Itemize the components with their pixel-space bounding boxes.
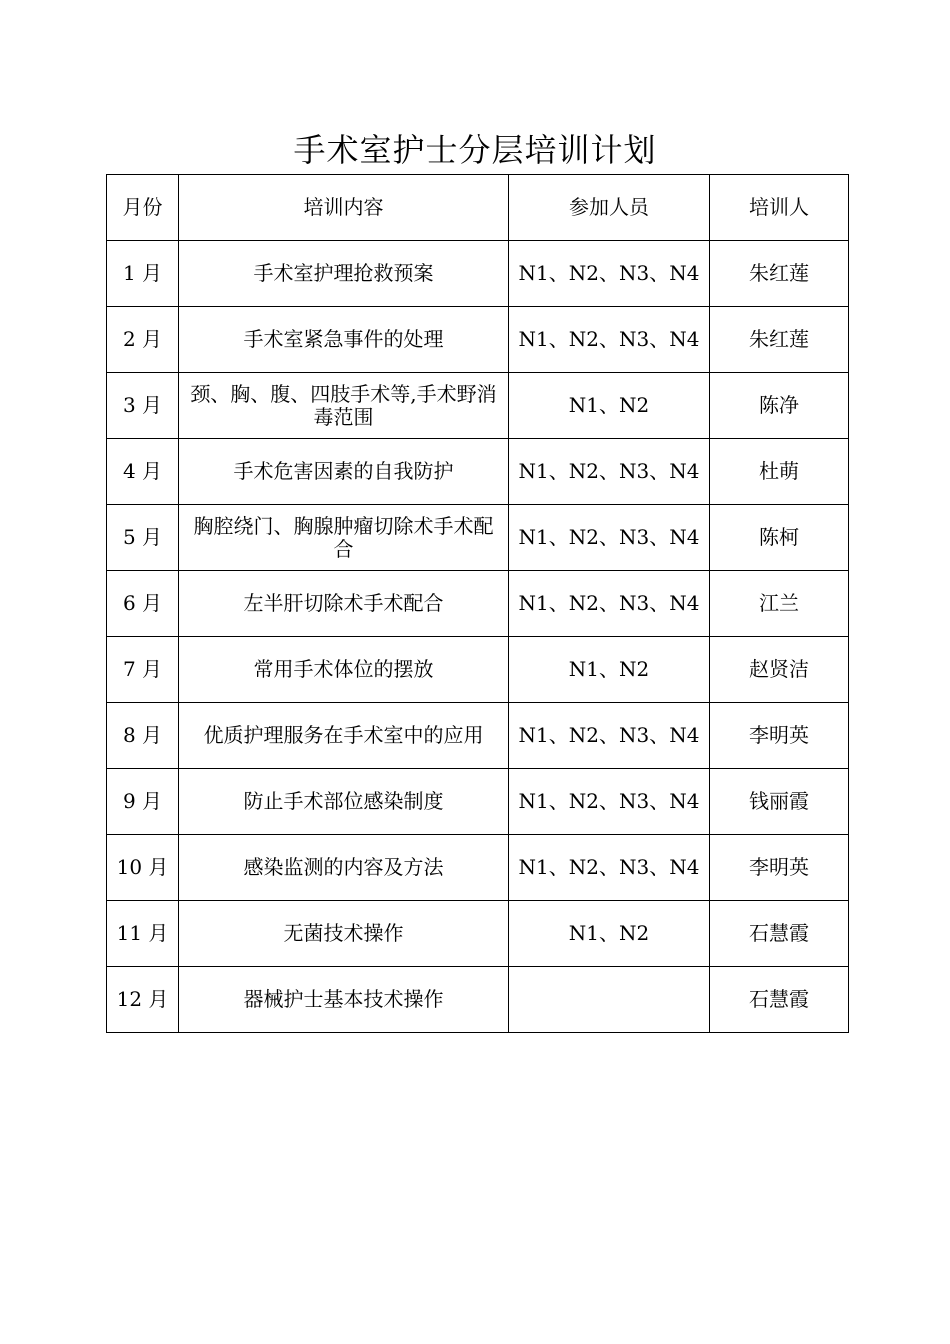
header-trainer: 培训人 — [710, 175, 849, 241]
cell-trainer: 陈柯 — [710, 505, 849, 571]
cell-trainer: 石慧霞 — [710, 967, 849, 1033]
cell-participants: N1、N2、N3、N4 — [509, 703, 710, 769]
cell-content: 器械护士基本技术操作 — [179, 967, 509, 1033]
cell-content: 胸腔绕门、胸腺肿瘤切除术手术配合 — [179, 505, 509, 571]
cell-month: 3 月 — [107, 373, 179, 439]
cell-participants: N1、N2、N3、N4 — [509, 769, 710, 835]
cell-trainer: 朱红莲 — [710, 307, 849, 373]
table-row — [107, 373, 849, 439]
cell-trainer: 杜萌 — [710, 439, 849, 505]
cell-month: 7 月 — [107, 637, 179, 703]
cell-month: 5 月 — [107, 505, 179, 571]
cell-content: 左半肝切除术手术配合 — [179, 571, 509, 637]
cell-content: 颈、胸、腹、四肢手术等,手术野消毒范围 — [179, 373, 509, 439]
training-plan-table — [106, 174, 849, 1033]
cell-trainer: 李明英 — [710, 703, 849, 769]
cell-participants: N1、N2、N3、N4 — [509, 835, 710, 901]
cell-participants: N1、N2、N3、N4 — [509, 571, 710, 637]
header-month: 月份 — [107, 175, 179, 241]
table-row — [107, 505, 849, 571]
cell-participants: N1、N2 — [509, 637, 710, 703]
cell-content: 手术室紧急事件的处理 — [179, 307, 509, 373]
cell-month: 12 月 — [107, 967, 179, 1033]
cell-content: 防止手术部位感染制度 — [179, 769, 509, 835]
cell-content: 感染监测的内容及方法 — [179, 835, 509, 901]
cell-participants — [509, 967, 710, 1033]
cell-month: 11 月 — [107, 901, 179, 967]
header-content: 培训内容 — [179, 175, 509, 241]
cell-trainer: 陈净 — [710, 373, 849, 439]
cell-participants: N1、N2 — [509, 901, 710, 967]
cell-participants: N1、N2、N3、N4 — [509, 439, 710, 505]
cell-trainer: 赵贤洁 — [710, 637, 849, 703]
table-row — [107, 571, 849, 637]
cell-trainer: 朱红莲 — [710, 241, 849, 307]
table-row — [107, 967, 849, 1033]
cell-content: 优质护理服务在手术室中的应用 — [179, 703, 509, 769]
table-header-row — [107, 175, 849, 241]
cell-participants: N1、N2、N3、N4 — [509, 307, 710, 373]
table-row — [107, 901, 849, 967]
cell-participants: N1、N2、N3、N4 — [509, 241, 710, 307]
cell-participants: N1、N2 — [509, 373, 710, 439]
cell-month: 1 月 — [107, 241, 179, 307]
cell-content: 无菌技术操作 — [179, 901, 509, 967]
cell-participants: N1、N2、N3、N4 — [509, 505, 710, 571]
table-row — [107, 769, 849, 835]
cell-trainer: 钱丽霞 — [710, 769, 849, 835]
cell-content: 手术危害因素的自我防护 — [179, 439, 509, 505]
cell-trainer: 石慧霞 — [710, 901, 849, 967]
table-row — [107, 835, 849, 901]
cell-month: 9 月 — [107, 769, 179, 835]
cell-month: 4 月 — [107, 439, 179, 505]
table-row — [107, 241, 849, 307]
cell-trainer: 江兰 — [710, 571, 849, 637]
table-row — [107, 439, 849, 505]
table-row — [107, 637, 849, 703]
cell-month: 8 月 — [107, 703, 179, 769]
cell-trainer: 李明英 — [710, 835, 849, 901]
cell-content: 手术室护理抢救预案 — [179, 241, 509, 307]
table-row — [107, 307, 849, 373]
table-row — [107, 703, 849, 769]
cell-month: 2 月 — [107, 307, 179, 373]
cell-month: 6 月 — [107, 571, 179, 637]
page-title: 手术室护士分层培训计划 — [293, 131, 657, 169]
cell-content: 常用手术体位的摆放 — [179, 637, 509, 703]
cell-month: 10 月 — [107, 835, 179, 901]
header-participants: 参加人员 — [509, 175, 710, 241]
